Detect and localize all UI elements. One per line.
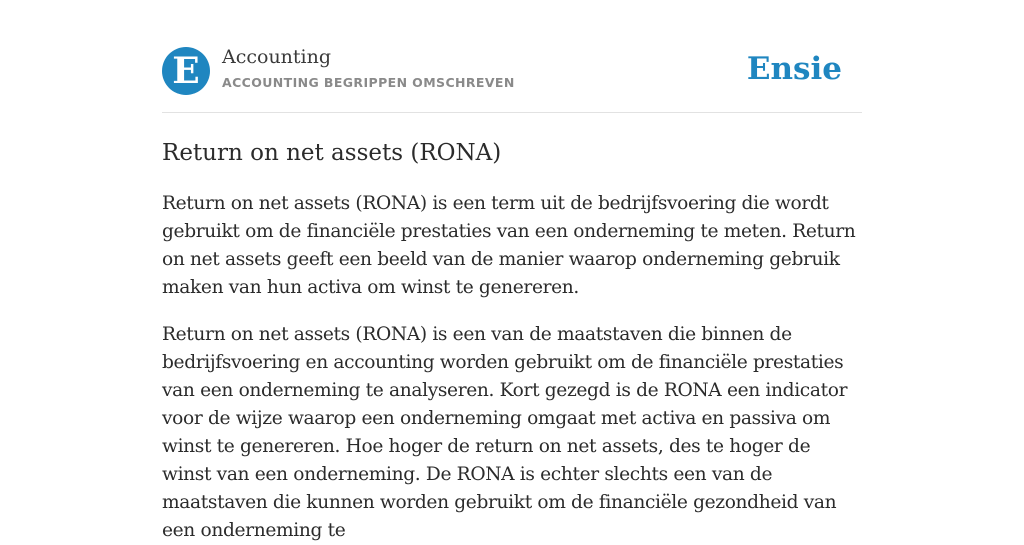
ensie-brand-link[interactable]: Ensie bbox=[746, 51, 842, 87]
page-container bbox=[162, 0, 862, 545]
article-paragraph-2: Return on net assets (RONA) is een van de maatstaven die binnen de bedrijfsvoering en accounting worden gebruikt om de financiële prestaties van een onderneming te analyseren. Kort gezegd is de RONA een indicator voor de wijze waarop een onderneming omgaat met activa en passiva om winst te genereren. Hoe hoger de return on net assets, des te hoger de winst van een onderneming. De RONA is echter slechts een van de maatstaven die kunnen worden gebruikt om de financiële gezondheid van een onderneming te bbox=[162, 324, 848, 541]
site-title[interactable]: Accounting bbox=[222, 46, 332, 68]
article-title: Return on net assets (RONA) bbox=[162, 140, 502, 166]
site-header bbox=[162, 0, 862, 113]
ensie-logo-icon[interactable]: E bbox=[162, 47, 210, 95]
site-subtitle: ACCOUNTING BEGRIPPEN OMSCHREVEN bbox=[222, 75, 515, 90]
article-paragraph-1: Return on net assets (RONA) is een term uit de bedrijfsvoering die wordt gebruikt om de financiële prestaties van een onderneming te meten. Return on net assets geeft een beeld van de manier waarop onderneming gebruik maken van hun activa om winst te genereren. bbox=[162, 193, 856, 298]
